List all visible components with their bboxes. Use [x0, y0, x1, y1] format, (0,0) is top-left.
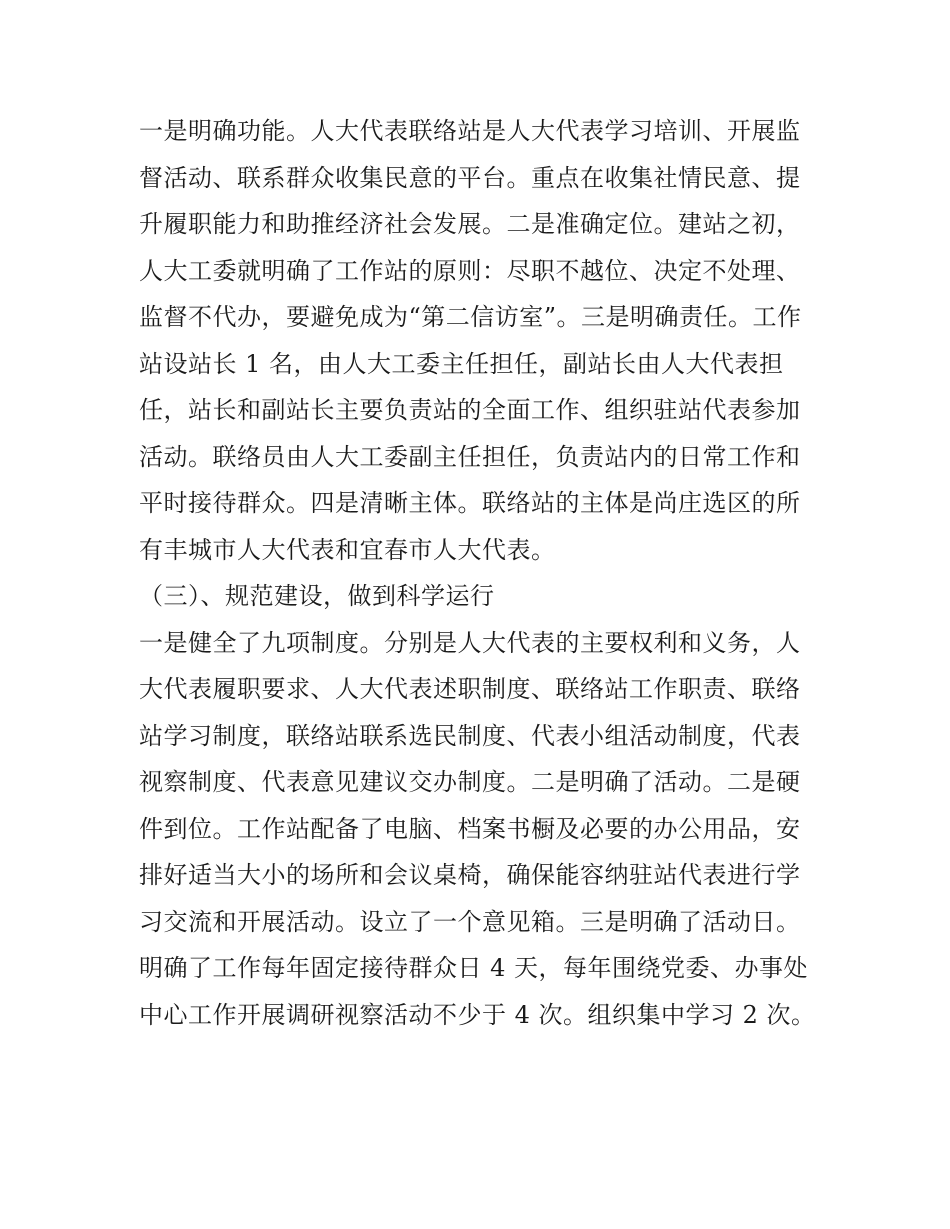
text-line: 站学习制度，联络站联系选民制度、代表小组活动制度，代表: [139, 721, 801, 750]
text-line: 人大工委就明确了工作站的原则：尽职不越位、决定不处理、: [139, 256, 801, 285]
text-line: 习交流和开展活动。设立了一个意见箱。三是明确了活动日。: [139, 907, 801, 936]
text-line: 督活动、联系群众收集民意的平台。重点在收集社情民意、提: [139, 163, 801, 192]
text-line: 明确了工作每年固定接待群众日 4 天，每年围绕党委、办事处: [139, 954, 809, 982]
text-line: 件到位。工作站配备了电脑、档案书橱及必要的办公用品，安: [139, 814, 801, 843]
text-line: 一是健全了九项制度。分别是人大代表的主要权利和义务，人: [139, 628, 801, 657]
text-line: 有丰城市人大代表和宜春市人大代表。: [139, 535, 556, 564]
text-line: 活动。联络员由人大工委副主任担任，负责站内的日常工作和: [139, 442, 801, 471]
text-line: 监督不代办，要避免成为“第二信访室”。三是明确责任。工作: [139, 303, 802, 331]
text-line: 站设站长 1 名，由人大工委主任担任，副站长由人大代表担: [139, 349, 784, 378]
text-line: 视察制度、代表意见建议交办制度。二是明确了活动。二是硬: [139, 768, 801, 796]
text-line: 大代表履职要求、人大代表述职制度、联络站工作职责、联络: [139, 675, 801, 703]
text-line: 一是明确功能。人大代表联络站是人大代表学习培训、开展监: [139, 117, 801, 145]
document-body: [139, 108, 829, 1038]
text-line: 升履职能力和助推经济社会发展。二是准确定位。建站之初，: [139, 210, 801, 238]
text-line: 任，站长和副站长主要负责站的全面工作、组织驻站代表参加: [139, 396, 801, 424]
section-heading: （三）、规范建设，做到科学运行: [139, 582, 495, 610]
text-line: 排好适当大小的场所和会议桌椅，确保能容纳驻站代表进行学: [139, 861, 801, 889]
text-line: 平时接待群众。四是清晰主体。联络站的主体是尚庄选区的所: [139, 489, 801, 517]
text-line: 中心工作开展调研视察活动不少于 4 次。组织集中学习 2 次。: [139, 1000, 816, 1029]
